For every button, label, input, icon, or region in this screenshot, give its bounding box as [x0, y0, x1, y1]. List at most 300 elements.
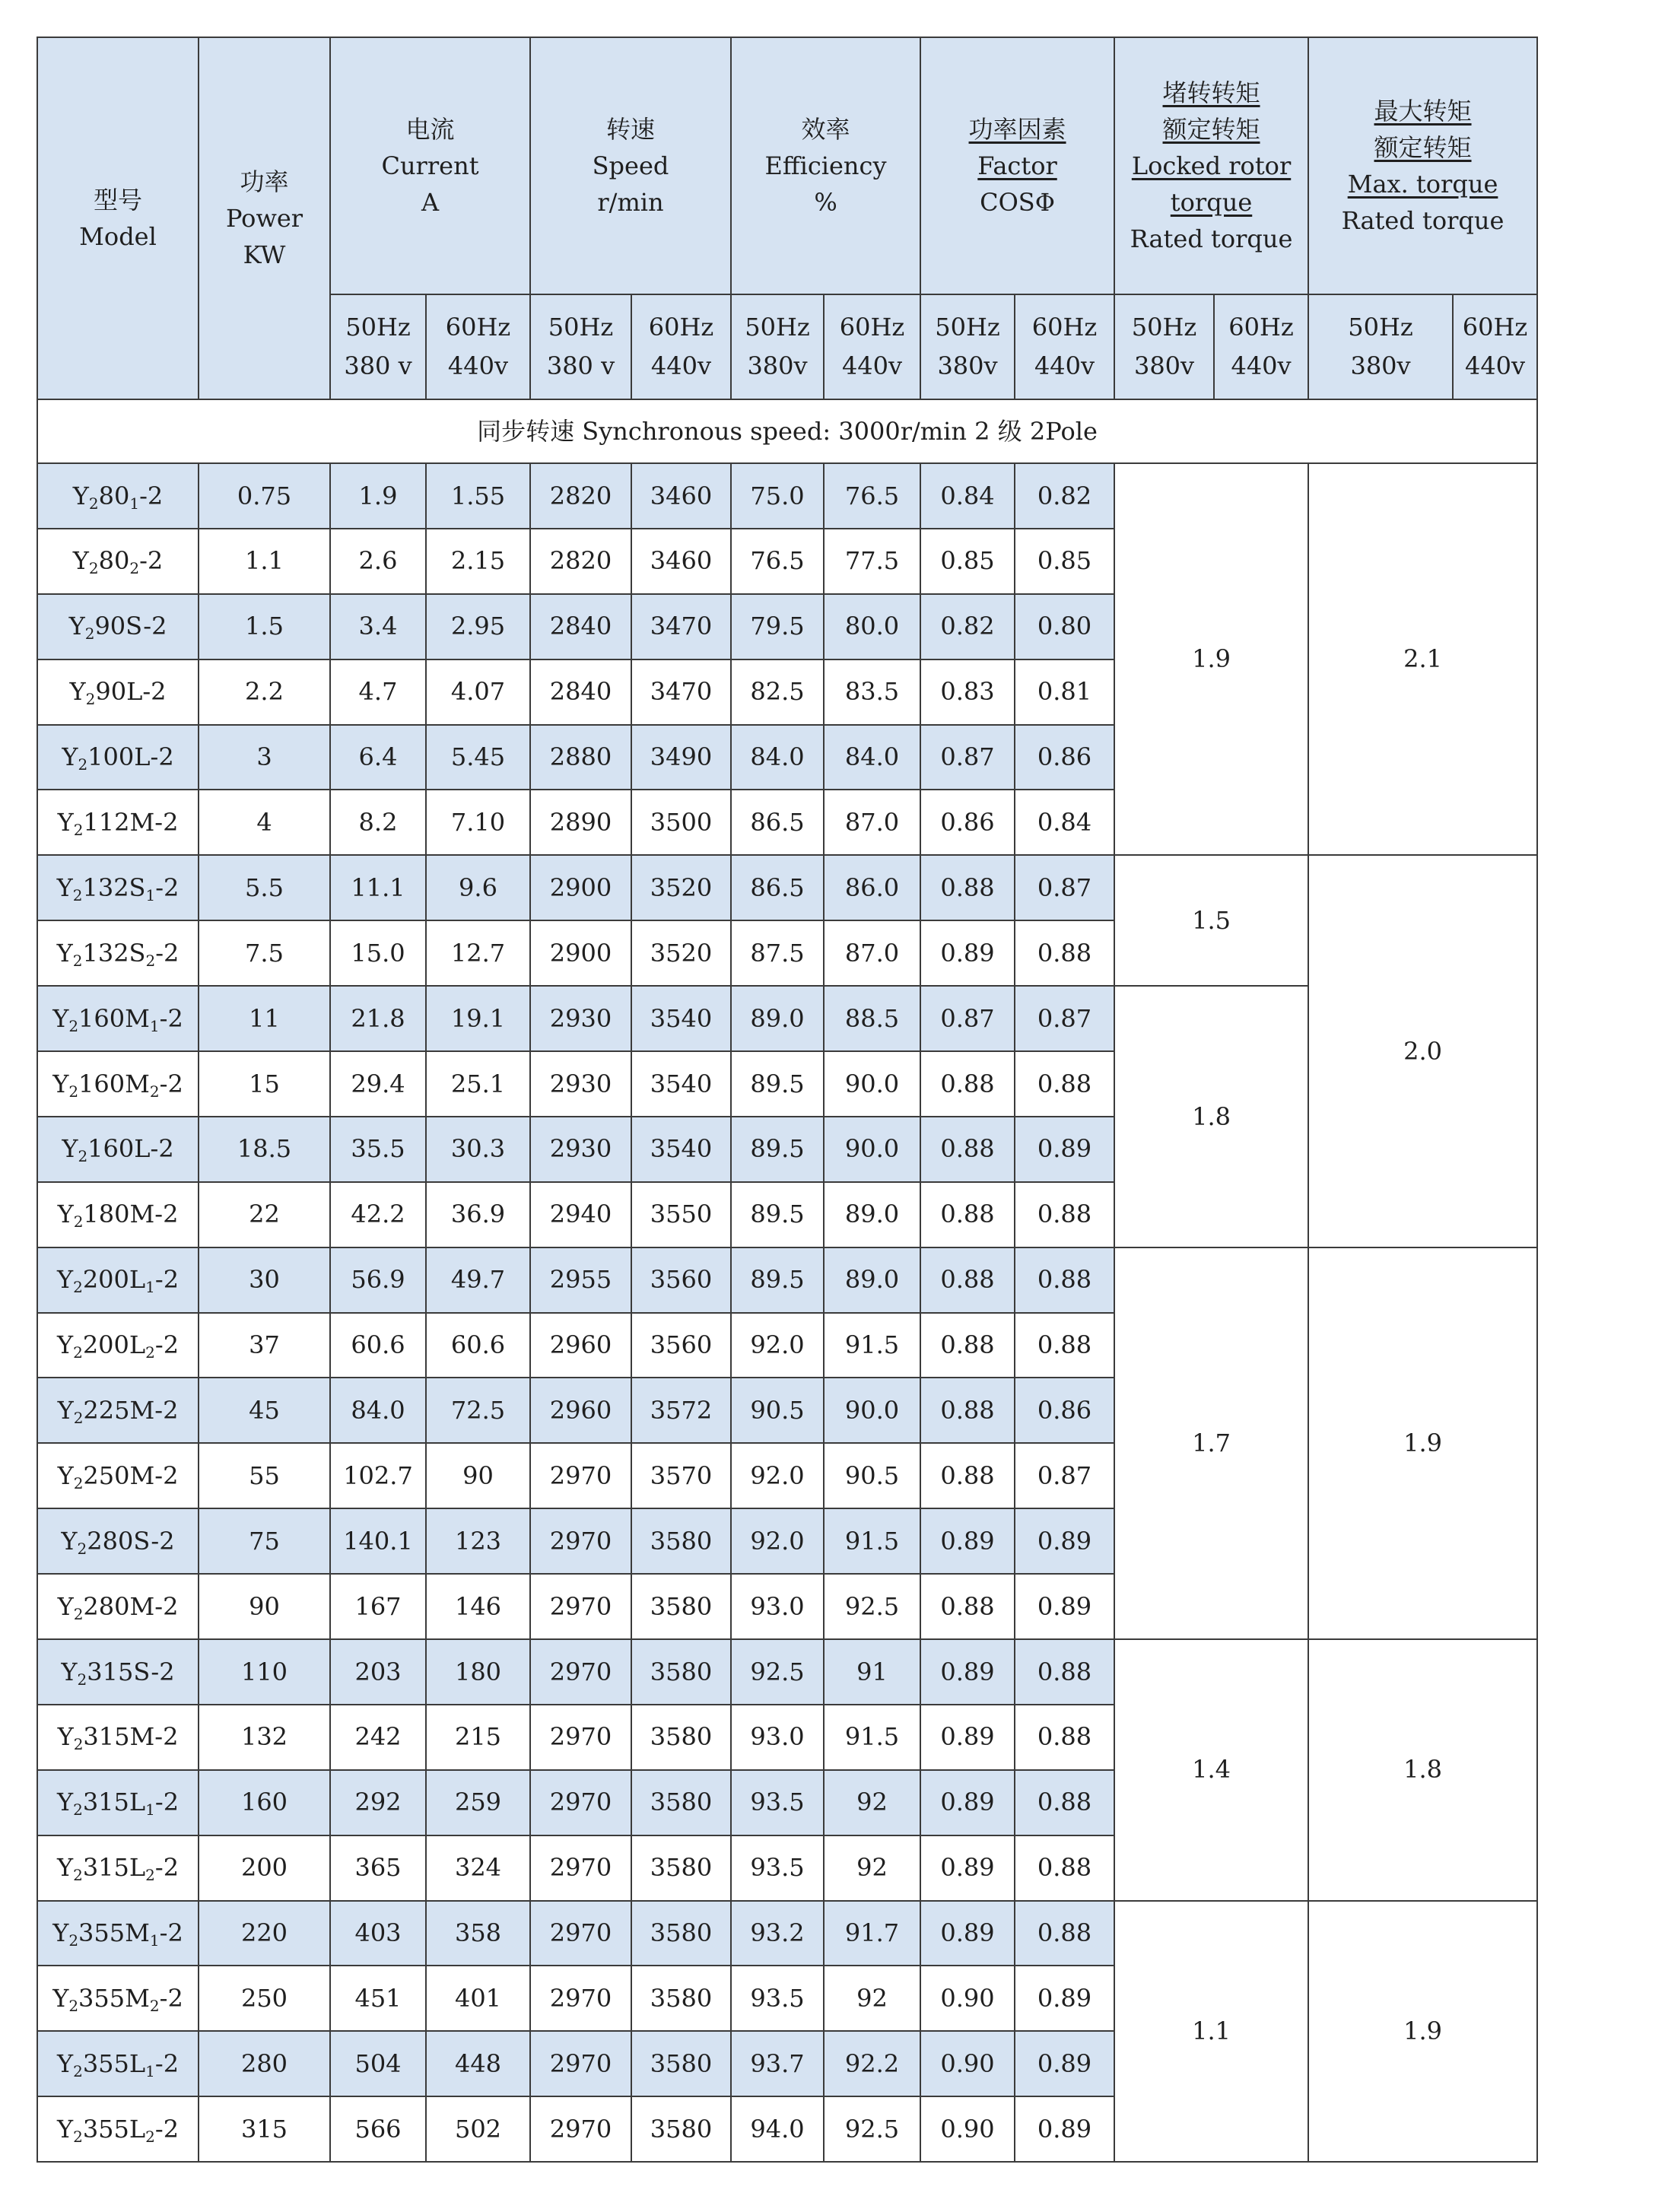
speed-50hz-cell: 2970 [530, 1443, 631, 1508]
power-factor-50hz-cell: 0.89 [920, 1508, 1015, 1574]
section-row [37, 399, 1537, 463]
power-cell: 11 [199, 986, 330, 1051]
model-cell: $Y_2160M_2-2$ [37, 1051, 199, 1117]
current-60hz-cell: 19.1 [426, 986, 530, 1051]
power-cell: 18.5 [199, 1117, 330, 1182]
model-cell: $Y_2315L_1-2$ [37, 1770, 199, 1835]
current-60hz-cell: 1.55 [426, 463, 530, 529]
efficiency-60hz-cell: 90.0 [824, 1378, 920, 1443]
efficiency-50hz-cell: 75.0 [731, 463, 824, 529]
efficiency-60hz-cell: 92.2 [824, 2031, 920, 2096]
locked-rotor-cell: 1.1 [1114, 1901, 1308, 2163]
speed-60hz-cell: 3580 [631, 1770, 731, 1835]
current-60hz-cell: 502 [426, 2096, 530, 2162]
current-50hz-cell: 403 [330, 1901, 426, 1966]
current-60hz-cell: 7.10 [426, 790, 530, 855]
power-cell: 30 [199, 1247, 330, 1313]
efficiency-50hz-cell: 89.5 [731, 1247, 824, 1313]
header-power-factor-50hz: 50Hz 380v [920, 294, 1015, 399]
speed-60hz-cell: 3490 [631, 725, 731, 790]
efficiency-50hz-cell: 93.5 [731, 1770, 824, 1835]
power-factor-60hz-cell: 0.88 [1015, 1051, 1114, 1117]
power-factor-60hz-cell: 0.88 [1015, 1705, 1114, 1770]
power-factor-50hz-cell: 0.88 [920, 1378, 1015, 1443]
model-cell: $Y_2315M-2$ [37, 1705, 199, 1770]
current-50hz-cell: 2.6 [330, 529, 426, 594]
power-factor-50hz-cell: 0.87 [920, 986, 1015, 1051]
power-factor-50hz-cell: 0.89 [920, 1835, 1015, 1901]
current-50hz-cell: 140.1 [330, 1508, 426, 1574]
current-60hz-cell: 259 [426, 1770, 530, 1835]
efficiency-50hz-cell: 79.5 [731, 594, 824, 659]
speed-50hz-cell: 2960 [530, 1378, 631, 1443]
power-factor-50hz-cell: 0.87 [920, 725, 1015, 790]
speed-60hz-cell: 3540 [631, 1117, 731, 1182]
speed-50hz-cell: 2960 [530, 1313, 631, 1378]
power-factor-60hz-cell: 0.80 [1015, 594, 1114, 659]
speed-60hz-cell: 3520 [631, 855, 731, 920]
current-50hz-cell: 56.9 [330, 1247, 426, 1313]
header-current: 电流 Current A [330, 37, 530, 294]
model-cell: $Y_2315L_2-2$ [37, 1835, 199, 1901]
speed-60hz-cell: 3520 [631, 920, 731, 986]
power-factor-60hz-cell: 0.82 [1015, 463, 1114, 529]
speed-50hz-cell: 2970 [530, 2096, 631, 2162]
speed-50hz-cell: 2970 [530, 1574, 631, 1639]
efficiency-50hz-cell: 93.2 [731, 1901, 824, 1966]
efficiency-60hz-cell: 87.0 [824, 790, 920, 855]
power-cell: 4 [199, 790, 330, 855]
efficiency-50hz-cell: 89.0 [731, 986, 824, 1051]
speed-60hz-cell: 3580 [631, 1574, 731, 1639]
model-cell: $Y_280_1-2$ [37, 463, 199, 529]
model-cell: $Y_2132S_2-2$ [37, 920, 199, 986]
current-60hz-cell: 30.3 [426, 1117, 530, 1182]
current-60hz-cell: 12.7 [426, 920, 530, 986]
efficiency-50hz-cell: 92.5 [731, 1639, 824, 1705]
current-60hz-cell: 358 [426, 1901, 530, 1966]
max-torque-cell: 2.1 [1308, 463, 1537, 855]
header-speed-60hz: 60Hz 440v [631, 294, 731, 399]
efficiency-50hz-cell: 82.5 [731, 659, 824, 725]
speed-50hz-cell: 2840 [530, 594, 631, 659]
speed-60hz-cell: 3550 [631, 1182, 731, 1247]
current-60hz-cell: 90 [426, 1443, 530, 1508]
power-cell: 45 [199, 1378, 330, 1443]
speed-50hz-cell: 2930 [530, 1117, 631, 1182]
current-60hz-cell: 2.15 [426, 529, 530, 594]
speed-60hz-cell: 3500 [631, 790, 731, 855]
power-factor-60hz-cell: 0.88 [1015, 1770, 1114, 1835]
speed-50hz-cell: 2840 [530, 659, 631, 725]
max-torque-cell: 2.0 [1308, 855, 1537, 1247]
speed-60hz-cell: 3560 [631, 1313, 731, 1378]
speed-60hz-cell: 3470 [631, 659, 731, 725]
power-factor-50hz-cell: 0.89 [920, 1901, 1015, 1966]
efficiency-50hz-cell: 87.5 [731, 920, 824, 986]
current-50hz-cell: 504 [330, 2031, 426, 2096]
efficiency-50hz-cell: 90.5 [731, 1378, 824, 1443]
power-factor-50hz-cell: 0.83 [920, 659, 1015, 725]
power-cell: 1.1 [199, 529, 330, 594]
current-60hz-cell: 9.6 [426, 855, 530, 920]
speed-60hz-cell: 3580 [631, 2031, 731, 2096]
efficiency-60hz-cell: 92 [824, 1835, 920, 1901]
model-cell: $Y_2315S-2$ [37, 1639, 199, 1705]
efficiency-60hz-cell: 84.0 [824, 725, 920, 790]
power-factor-50hz-cell: 0.89 [920, 1770, 1015, 1835]
current-50hz-cell: 203 [330, 1639, 426, 1705]
speed-50hz-cell: 2900 [530, 920, 631, 986]
power-factor-50hz-cell: 0.88 [920, 855, 1015, 920]
efficiency-60hz-cell: 80.0 [824, 594, 920, 659]
current-60hz-cell: 25.1 [426, 1051, 530, 1117]
power-factor-60hz-cell: 0.88 [1015, 1182, 1114, 1247]
max-torque-cell: 1.9 [1308, 1901, 1537, 2163]
current-60hz-cell: 215 [426, 1705, 530, 1770]
power-factor-60hz-cell: 0.88 [1015, 1313, 1114, 1378]
power-cell: 200 [199, 1835, 330, 1901]
power-cell: 15 [199, 1051, 330, 1117]
power-cell: 5.5 [199, 855, 330, 920]
model-cell: $Y_2225M-2$ [37, 1378, 199, 1443]
power-factor-50hz-cell: 0.90 [920, 1966, 1015, 2031]
current-50hz-cell: 566 [330, 2096, 426, 2162]
efficiency-50hz-cell: 93.7 [731, 2031, 824, 2096]
power-cell: 0.75 [199, 463, 330, 529]
current-50hz-cell: 1.9 [330, 463, 426, 529]
current-60hz-cell: 180 [426, 1639, 530, 1705]
speed-60hz-cell: 3540 [631, 1051, 731, 1117]
model-cell: $Y_2100L-2$ [37, 725, 199, 790]
efficiency-60hz-cell: 86.0 [824, 855, 920, 920]
power-factor-50hz-cell: 0.86 [920, 790, 1015, 855]
speed-60hz-cell: 3580 [631, 1835, 731, 1901]
power-factor-50hz-cell: 0.88 [920, 1247, 1015, 1313]
power-factor-50hz-cell: 0.88 [920, 1117, 1015, 1182]
power-cell: 110 [199, 1639, 330, 1705]
efficiency-60hz-cell: 92 [824, 1770, 920, 1835]
current-60hz-cell: 72.5 [426, 1378, 530, 1443]
header-model: 型号 Model [37, 37, 199, 399]
efficiency-50hz-cell: 76.5 [731, 529, 824, 594]
power-cell: 1.5 [199, 594, 330, 659]
efficiency-50hz-cell: 89.5 [731, 1182, 824, 1247]
speed-60hz-cell: 3580 [631, 1639, 731, 1705]
efficiency-50hz-cell: 93.5 [731, 1966, 824, 2031]
section-title: 同步转速 Synchronous speed: 3000r/min 2 级 2Pole [37, 399, 1537, 463]
power-factor-50hz-cell: 0.88 [920, 1182, 1015, 1247]
header-speed: 转速 Speed r/min [530, 37, 731, 294]
header-locked-rotor: 堵转转矩 额定转矩 Locked rotor torque Rated torque [1114, 37, 1308, 294]
header-max-torque-50hz: 50Hz 380v [1308, 294, 1453, 399]
current-60hz-cell: 36.9 [426, 1182, 530, 1247]
speed-60hz-cell: 3460 [631, 463, 731, 529]
header-max-torque-60hz: 60Hz 440v [1453, 294, 1537, 399]
current-50hz-cell: 242 [330, 1705, 426, 1770]
efficiency-60hz-cell: 77.5 [824, 529, 920, 594]
power-factor-50hz-cell: 0.90 [920, 2031, 1015, 2096]
table-row [37, 1901, 1537, 1966]
speed-50hz-cell: 2820 [530, 463, 631, 529]
model-cell: $Y_2250M-2$ [37, 1443, 199, 1508]
current-50hz-cell: 84.0 [330, 1378, 426, 1443]
speed-50hz-cell: 2970 [530, 1705, 631, 1770]
speed-50hz-cell: 2955 [530, 1247, 631, 1313]
table-row [37, 855, 1537, 920]
power-factor-60hz-cell: 0.88 [1015, 1835, 1114, 1901]
current-50hz-cell: 292 [330, 1770, 426, 1835]
speed-50hz-cell: 2820 [530, 529, 631, 594]
table-row [37, 1639, 1537, 1705]
power-factor-50hz-cell: 0.88 [920, 1443, 1015, 1508]
header-row-main [37, 37, 1537, 294]
power-factor-60hz-cell: 0.84 [1015, 790, 1114, 855]
power-cell: 90 [199, 1574, 330, 1639]
efficiency-50hz-cell: 84.0 [731, 725, 824, 790]
power-cell: 315 [199, 2096, 330, 2162]
power-factor-60hz-cell: 0.81 [1015, 659, 1114, 725]
header-power: 功率 Power KW [199, 37, 330, 399]
locked-rotor-cell: 1.5 [1114, 855, 1308, 986]
power-factor-60hz-cell: 0.88 [1015, 920, 1114, 986]
power-cell: 75 [199, 1508, 330, 1574]
speed-50hz-cell: 2970 [530, 1835, 631, 1901]
header-efficiency-60hz: 60Hz 440v [824, 294, 920, 399]
current-60hz-cell: 401 [426, 1966, 530, 2031]
current-50hz-cell: 102.7 [330, 1443, 426, 1508]
header-efficiency: 效率 Efficiency % [731, 37, 920, 294]
power-factor-60hz-cell: 0.89 [1015, 2096, 1114, 2162]
locked-rotor-cell: 1.8 [1114, 986, 1308, 1247]
efficiency-50hz-cell: 92.0 [731, 1313, 824, 1378]
efficiency-50hz-cell: 93.0 [731, 1705, 824, 1770]
speed-50hz-cell: 2970 [530, 2031, 631, 2096]
efficiency-60hz-cell: 91.5 [824, 1313, 920, 1378]
current-50hz-cell: 451 [330, 1966, 426, 2031]
efficiency-50hz-cell: 92.0 [731, 1443, 824, 1508]
speed-60hz-cell: 3580 [631, 2096, 731, 2162]
locked-rotor-cell: 1.9 [1114, 463, 1308, 855]
motor-spec-table [37, 37, 1538, 2163]
speed-50hz-cell: 2880 [530, 725, 631, 790]
power-factor-50hz-cell: 0.88 [920, 1051, 1015, 1117]
model-cell: $Y_2112M-2$ [37, 790, 199, 855]
speed-50hz-cell: 2930 [530, 986, 631, 1051]
efficiency-50hz-cell: 86.5 [731, 790, 824, 855]
header-current-60hz: 60Hz 440v [426, 294, 530, 399]
efficiency-60hz-cell: 91.5 [824, 1508, 920, 1574]
power-factor-60hz-cell: 0.85 [1015, 529, 1114, 594]
power-factor-50hz-cell: 0.89 [920, 1639, 1015, 1705]
power-factor-60hz-cell: 0.86 [1015, 1378, 1114, 1443]
model-cell: $Y_2200L_1-2$ [37, 1247, 199, 1313]
efficiency-60hz-cell: 89.0 [824, 1247, 920, 1313]
power-cell: 132 [199, 1705, 330, 1770]
speed-60hz-cell: 3570 [631, 1443, 731, 1508]
power-factor-60hz-cell: 0.88 [1015, 1639, 1114, 1705]
current-50hz-cell: 29.4 [330, 1051, 426, 1117]
efficiency-50hz-cell: 92.0 [731, 1508, 824, 1574]
power-cell: 55 [199, 1443, 330, 1508]
power-factor-50hz-cell: 0.84 [920, 463, 1015, 529]
efficiency-60hz-cell: 91.7 [824, 1901, 920, 1966]
current-50hz-cell: 11.1 [330, 855, 426, 920]
model-cell: $Y_280_2-2$ [37, 529, 199, 594]
power-factor-50hz-cell: 0.90 [920, 2096, 1015, 2162]
efficiency-60hz-cell: 92 [824, 1966, 920, 2031]
efficiency-60hz-cell: 76.5 [824, 463, 920, 529]
efficiency-60hz-cell: 90.0 [824, 1117, 920, 1182]
power-cell: 22 [199, 1182, 330, 1247]
power-factor-60hz-cell: 0.89 [1015, 1117, 1114, 1182]
model-cell: $Y_2160M_1-2$ [37, 986, 199, 1051]
model-cell: $Y_2180M-2$ [37, 1182, 199, 1247]
power-factor-50hz-cell: 0.89 [920, 1705, 1015, 1770]
current-60hz-cell: 60.6 [426, 1313, 530, 1378]
power-cell: 220 [199, 1901, 330, 1966]
power-factor-60hz-cell: 0.89 [1015, 1508, 1114, 1574]
model-cell: $Y_2160L-2$ [37, 1117, 199, 1182]
speed-50hz-cell: 2970 [530, 1770, 631, 1835]
power-cell: 250 [199, 1966, 330, 2031]
power-factor-60hz-cell: 0.86 [1015, 725, 1114, 790]
speed-50hz-cell: 2970 [530, 1508, 631, 1574]
current-60hz-cell: 49.7 [426, 1247, 530, 1313]
model-cell: $Y_2200L_2-2$ [37, 1313, 199, 1378]
model-cell: $Y_2355L_2-2$ [37, 2096, 199, 2162]
header-max-torque: 最大转矩 额定转矩 Max. torque Rated torque [1308, 37, 1537, 294]
efficiency-50hz-cell: 93.0 [731, 1574, 824, 1639]
header-current-50hz: 50Hz 380 v [330, 294, 426, 399]
model-cell: $Y_290S-2$ [37, 594, 199, 659]
power-factor-50hz-cell: 0.85 [920, 529, 1015, 594]
speed-60hz-cell: 3540 [631, 986, 731, 1051]
current-50hz-cell: 6.4 [330, 725, 426, 790]
current-50hz-cell: 60.6 [330, 1313, 426, 1378]
power-factor-60hz-cell: 0.89 [1015, 1966, 1114, 2031]
current-50hz-cell: 21.8 [330, 986, 426, 1051]
current-50hz-cell: 42.2 [330, 1182, 426, 1247]
power-cell: 2.2 [199, 659, 330, 725]
current-60hz-cell: 4.07 [426, 659, 530, 725]
current-60hz-cell: 123 [426, 1508, 530, 1574]
current-60hz-cell: 2.95 [426, 594, 530, 659]
model-cell: $Y_2280M-2$ [37, 1574, 199, 1639]
efficiency-60hz-cell: 90.0 [824, 1051, 920, 1117]
header-locked-rotor-60hz: 60Hz 440v [1214, 294, 1308, 399]
power-factor-50hz-cell: 0.89 [920, 920, 1015, 986]
speed-60hz-cell: 3460 [631, 529, 731, 594]
speed-50hz-cell: 2940 [530, 1182, 631, 1247]
power-factor-60hz-cell: 0.87 [1015, 855, 1114, 920]
efficiency-60hz-cell: 87.0 [824, 920, 920, 986]
efficiency-60hz-cell: 88.5 [824, 986, 920, 1051]
current-50hz-cell: 35.5 [330, 1117, 426, 1182]
locked-rotor-cell: 1.7 [1114, 1247, 1308, 1639]
model-cell: $Y_2355L_1-2$ [37, 2031, 199, 2096]
efficiency-50hz-cell: 89.5 [731, 1051, 824, 1117]
current-50hz-cell: 167 [330, 1574, 426, 1639]
speed-50hz-cell: 2970 [530, 1901, 631, 1966]
speed-50hz-cell: 2890 [530, 790, 631, 855]
model-cell: $Y_2355M_1-2$ [37, 1901, 199, 1966]
current-50hz-cell: 365 [330, 1835, 426, 1901]
current-50hz-cell: 3.4 [330, 594, 426, 659]
header-power-factor: 功率因素 Factor COSΦ [920, 37, 1114, 294]
current-50hz-cell: 4.7 [330, 659, 426, 725]
speed-60hz-cell: 3560 [631, 1247, 731, 1313]
speed-60hz-cell: 3580 [631, 1901, 731, 1966]
current-60hz-cell: 5.45 [426, 725, 530, 790]
model-cell: $Y_2280S-2$ [37, 1508, 199, 1574]
efficiency-50hz-cell: 93.5 [731, 1835, 824, 1901]
power-factor-60hz-cell: 0.88 [1015, 1247, 1114, 1313]
speed-60hz-cell: 3572 [631, 1378, 731, 1443]
efficiency-60hz-cell: 83.5 [824, 659, 920, 725]
table-row [37, 463, 1537, 529]
power-factor-60hz-cell: 0.89 [1015, 2031, 1114, 2096]
power-cell: 3 [199, 725, 330, 790]
power-cell: 280 [199, 2031, 330, 2096]
speed-50hz-cell: 2970 [530, 1966, 631, 2031]
power-cell: 7.5 [199, 920, 330, 986]
model-cell: $Y_2132S_1-2$ [37, 855, 199, 920]
current-50hz-cell: 8.2 [330, 790, 426, 855]
current-50hz-cell: 15.0 [330, 920, 426, 986]
header-power-factor-60hz: 60Hz 440v [1015, 294, 1114, 399]
max-torque-cell: 1.8 [1308, 1639, 1537, 1901]
speed-50hz-cell: 2970 [530, 1639, 631, 1705]
efficiency-60hz-cell: 92.5 [824, 2096, 920, 2162]
current-60hz-cell: 146 [426, 1574, 530, 1639]
power-factor-60hz-cell: 0.87 [1015, 986, 1114, 1051]
power-factor-60hz-cell: 0.89 [1015, 1574, 1114, 1639]
efficiency-60hz-cell: 90.5 [824, 1443, 920, 1508]
power-factor-60hz-cell: 0.88 [1015, 1901, 1114, 1966]
current-60hz-cell: 448 [426, 2031, 530, 2096]
model-cell: $Y_290L-2$ [37, 659, 199, 725]
header-efficiency-50hz: 50Hz 380v [731, 294, 824, 399]
efficiency-50hz-cell: 86.5 [731, 855, 824, 920]
efficiency-60hz-cell: 92.5 [824, 1574, 920, 1639]
speed-60hz-cell: 3580 [631, 1966, 731, 2031]
efficiency-60hz-cell: 91 [824, 1639, 920, 1705]
max-torque-cell: 1.9 [1308, 1247, 1537, 1639]
table-row [37, 1247, 1537, 1313]
power-factor-60hz-cell: 0.87 [1015, 1443, 1114, 1508]
locked-rotor-cell: 1.4 [1114, 1639, 1308, 1901]
speed-50hz-cell: 2900 [530, 855, 631, 920]
speed-60hz-cell: 3580 [631, 1508, 731, 1574]
speed-50hz-cell: 2930 [530, 1051, 631, 1117]
power-factor-50hz-cell: 0.88 [920, 1574, 1015, 1639]
efficiency-50hz-cell: 94.0 [731, 2096, 824, 2162]
power-cell: 160 [199, 1770, 330, 1835]
power-factor-50hz-cell: 0.88 [920, 1313, 1015, 1378]
header-speed-50hz: 50Hz 380 v [530, 294, 631, 399]
efficiency-60hz-cell: 91.5 [824, 1705, 920, 1770]
efficiency-50hz-cell: 89.5 [731, 1117, 824, 1182]
model-cell: $Y_2355M_2-2$ [37, 1966, 199, 2031]
speed-60hz-cell: 3580 [631, 1705, 731, 1770]
efficiency-60hz-cell: 89.0 [824, 1182, 920, 1247]
speed-60hz-cell: 3470 [631, 594, 731, 659]
power-cell: 37 [199, 1313, 330, 1378]
current-60hz-cell: 324 [426, 1835, 530, 1901]
power-factor-50hz-cell: 0.82 [920, 594, 1015, 659]
header-locked-rotor-50hz: 50Hz 380v [1114, 294, 1214, 399]
